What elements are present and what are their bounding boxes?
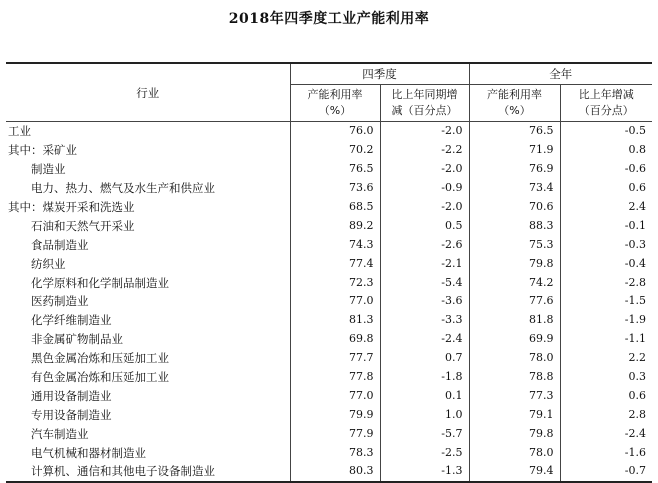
year-change-cell: -0.5 xyxy=(624,124,646,138)
q4-rate-cell: 78.3 xyxy=(290,443,380,462)
q4-change-cell: -2.6 xyxy=(380,235,469,254)
table-row xyxy=(6,254,652,273)
year-change-cell: 2.2 xyxy=(628,351,646,365)
q4-rate-header-line1: 产能利用率 xyxy=(307,88,363,101)
year-change-cell: 0.3 xyxy=(628,370,646,384)
table-header xyxy=(6,63,652,122)
q4-rate-cell: 70.2 xyxy=(290,141,380,160)
table-row xyxy=(6,235,652,254)
industry-cell: 食品制造业 xyxy=(6,235,290,254)
q4-rate-cell: 77.7 xyxy=(290,349,380,368)
year-change-cell: -0.4 xyxy=(624,256,646,270)
industry-cell: 有色金属冶炼和压延加工业 xyxy=(6,368,290,387)
table-row xyxy=(6,292,652,311)
q4-rate-header xyxy=(290,85,380,122)
q4-change-cell: 1.0 xyxy=(380,405,469,424)
year-change-cell: -1.6 xyxy=(624,445,646,459)
industry-column-header: 行业 xyxy=(6,63,290,122)
q4-rate-cell: 89.2 xyxy=(290,216,380,235)
industry-cell: 电气机械和器材制造业 xyxy=(6,443,290,462)
year-rate-cell: 77.3 xyxy=(469,386,560,405)
q4-change-cell: -2.5 xyxy=(380,443,469,462)
industry-cell: 其中：煤炭开采和洗选业 xyxy=(6,198,290,217)
q4-change-cell: -2.0 xyxy=(380,122,469,141)
table-row xyxy=(6,443,652,462)
year-rate-cell: 88.3 xyxy=(469,216,560,235)
industry-cell: 专用设备制造业 xyxy=(6,405,290,424)
industry-cell: 医药制造业 xyxy=(6,292,290,311)
industry-cell: 其中：采矿业 xyxy=(6,141,290,160)
year-rate-cell: 70.6 xyxy=(469,198,560,217)
q4-group-header: 四季度 xyxy=(290,63,469,85)
year-rate-cell: 76.5 xyxy=(469,122,560,141)
year-change-header-line2: （百分点） xyxy=(578,104,634,117)
year-change-cell: -1.5 xyxy=(624,294,646,308)
table-body xyxy=(6,122,652,482)
year-rate-cell: 79.8 xyxy=(469,424,560,443)
industry-cell: 化学纤维制造业 xyxy=(6,311,290,330)
year-rate-cell: 76.9 xyxy=(469,160,560,179)
industry-cell: 制造业 xyxy=(6,160,290,179)
year-change-cell: -1.1 xyxy=(624,332,646,346)
table-row xyxy=(6,424,652,443)
table-row xyxy=(6,122,652,141)
year-rate-cell: 79.8 xyxy=(469,254,560,273)
q4-rate-cell: 81.3 xyxy=(290,311,380,330)
industry-cell: 通用设备制造业 xyxy=(6,386,290,405)
q4-change-cell: 0.7 xyxy=(380,349,469,368)
industry-cell: 汽车制造业 xyxy=(6,424,290,443)
page-title: 2018年四季度工业产能利用率 xyxy=(228,11,430,27)
table-row xyxy=(6,368,652,387)
q4-rate-cell: 77.8 xyxy=(290,368,380,387)
year-change-cell: -0.1 xyxy=(624,218,646,232)
year-rate-cell: 74.2 xyxy=(469,273,560,292)
table-row xyxy=(6,386,652,405)
q4-change-header-line2: 减（百分点） xyxy=(391,104,458,117)
year-change-cell: 2.8 xyxy=(628,407,646,421)
year-rate-cell: 73.4 xyxy=(469,179,560,198)
industry-cell: 化学原料和化学制品制造业 xyxy=(6,273,290,292)
q4-change-cell: -5.4 xyxy=(380,273,469,292)
q4-rate-cell: 76.0 xyxy=(290,122,380,141)
year-change-cell: -0.7 xyxy=(560,462,652,482)
q4-change-header xyxy=(380,85,469,122)
industry-cell: 电力、热力、燃气及水生产和供应业 xyxy=(6,179,290,198)
year-rate-cell: 78.8 xyxy=(469,368,560,387)
year-rate-cell: 71.9 xyxy=(469,141,560,160)
q4-rate-cell: 77.9 xyxy=(290,424,380,443)
q4-change-cell: -2.2 xyxy=(380,141,469,160)
q4-change-cell: -5.7 xyxy=(380,424,469,443)
table-row xyxy=(6,349,652,368)
table-row xyxy=(6,160,652,179)
q4-rate-cell: 73.6 xyxy=(290,179,380,198)
table-row xyxy=(6,311,652,330)
industry-cell: 石油和天然气开采业 xyxy=(6,216,290,235)
table-row xyxy=(6,330,652,349)
q4-rate-cell: 69.8 xyxy=(290,330,380,349)
q4-change-cell: -2.4 xyxy=(380,330,469,349)
year-rate-cell: 79.4 xyxy=(469,462,560,482)
q4-rate-cell: 74.3 xyxy=(290,235,380,254)
year-change-cell: 0.8 xyxy=(628,143,646,157)
year-rate-cell: 81.8 xyxy=(469,311,560,330)
year-change-header-line1: 比上年增减 xyxy=(578,88,634,101)
q4-rate-cell: 77.0 xyxy=(290,386,380,405)
year-rate-header xyxy=(469,85,560,122)
table-row xyxy=(6,141,652,160)
industry-cell: 非金属矿物制品业 xyxy=(6,330,290,349)
year-rate-cell: 78.0 xyxy=(469,349,560,368)
year-change-cell: -1.9 xyxy=(624,313,646,327)
q4-change-cell: -2.0 xyxy=(380,198,469,217)
table-row xyxy=(6,198,652,217)
q4-change-cell: -0.9 xyxy=(380,179,469,198)
q4-rate-cell: 68.5 xyxy=(290,198,380,217)
year-rate-cell: 69.9 xyxy=(469,330,560,349)
q4-change-cell: 0.1 xyxy=(380,386,469,405)
q4-change-cell: -3.3 xyxy=(380,311,469,330)
capacity-utilization-table xyxy=(6,62,652,483)
year-change-cell: 2.4 xyxy=(628,200,646,213)
year-change-cell: -0.3 xyxy=(624,237,646,251)
industry-cell: 工业 xyxy=(6,122,290,141)
year-change-cell: -2.8 xyxy=(624,275,646,289)
q4-rate-cell: 77.0 xyxy=(290,292,380,311)
table-row xyxy=(6,405,652,424)
q4-rate-cell: 77.4 xyxy=(290,254,380,273)
q4-change-cell: -1.3 xyxy=(380,462,469,482)
q4-rate-cell: 76.5 xyxy=(290,160,380,179)
year-change-cell: -0.6 xyxy=(624,162,646,176)
q4-change-cell: -3.6 xyxy=(380,292,469,311)
year-rate-cell: 78.0 xyxy=(469,443,560,462)
year-rate-header-line1: 产能利用率 xyxy=(487,88,542,101)
q4-change-cell: -2.1 xyxy=(380,254,469,273)
table-row xyxy=(6,179,652,198)
table-row xyxy=(6,273,652,292)
year-rate-header-line2: （%） xyxy=(498,104,531,117)
q4-rate-cell: 72.3 xyxy=(290,273,380,292)
year-change-cell: 0.6 xyxy=(628,181,646,195)
industry-cell: 计算机、通信和其他电子设备制造业 xyxy=(6,462,290,482)
q4-change-cell: 0.5 xyxy=(380,216,469,235)
year-rate-cell: 75.3 xyxy=(469,235,560,254)
year-change-header xyxy=(560,85,652,122)
year-group-header: 全年 xyxy=(469,63,652,85)
q4-change-cell: -1.8 xyxy=(380,368,469,387)
industry-cell: 纺织业 xyxy=(6,254,290,273)
q4-change-header-line1: 比上年同期增 xyxy=(391,88,458,101)
year-rate-cell: 77.6 xyxy=(469,292,560,311)
year-rate-cell: 79.1 xyxy=(469,405,560,424)
q4-rate-cell: 79.9 xyxy=(290,405,380,424)
year-change-cell: -2.4 xyxy=(624,426,646,440)
q4-rate-cell: 80.3 xyxy=(290,462,380,482)
table-row xyxy=(6,462,652,482)
q4-rate-header-line2: （%） xyxy=(318,104,352,117)
q4-change-cell: -2.0 xyxy=(380,160,469,179)
industry-cell: 黑色金属冶炼和压延加工业 xyxy=(6,349,290,368)
year-change-cell: 0.6 xyxy=(628,388,646,402)
table-row xyxy=(6,216,652,235)
